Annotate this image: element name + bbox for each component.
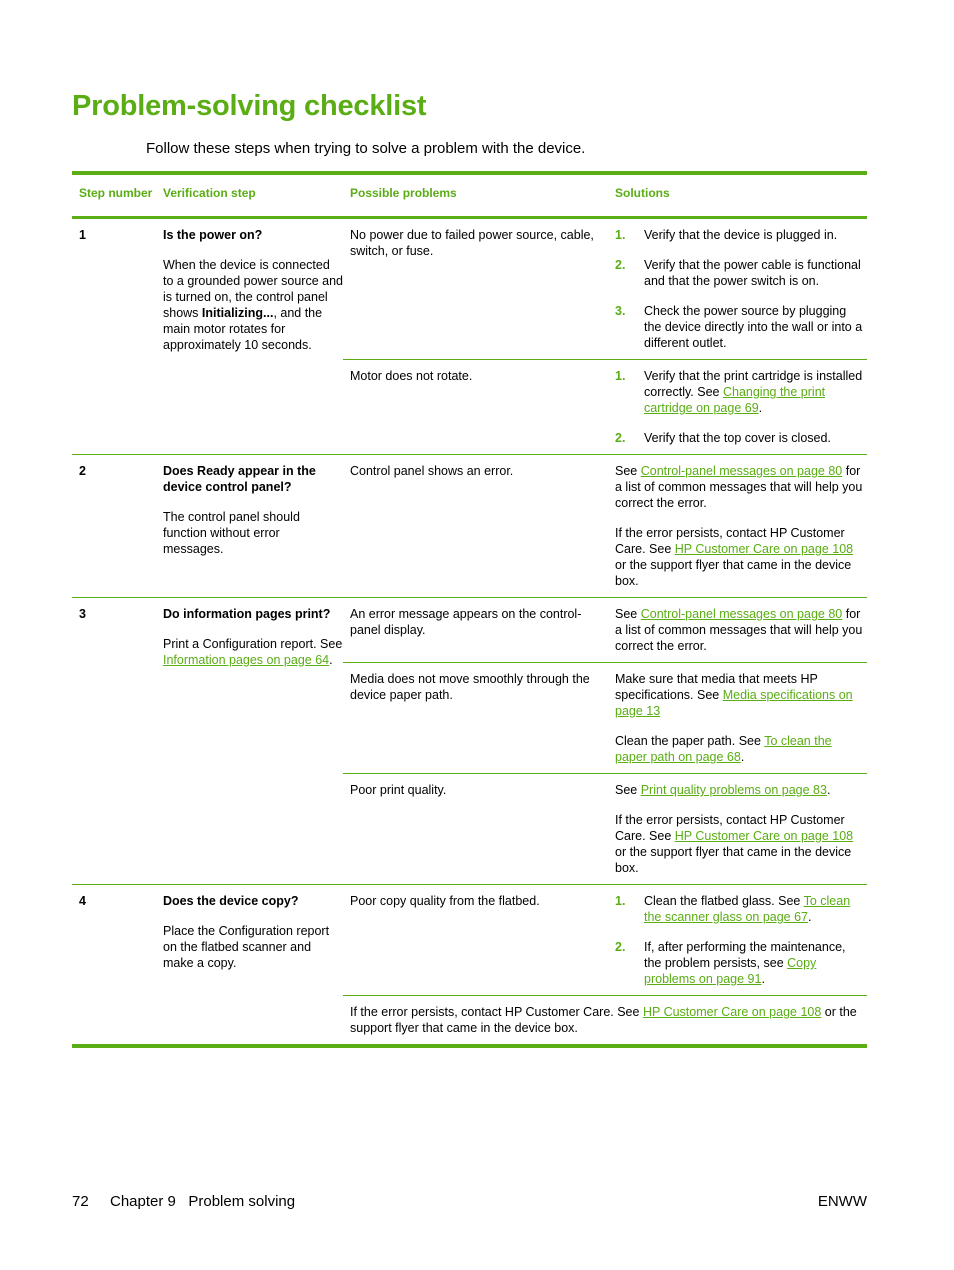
problem-text: Media does not move smoothly through the device paper path. <box>350 672 590 702</box>
problem-text: Poor print quality. <box>350 783 447 797</box>
step-number: 2 <box>79 464 86 478</box>
problem-text: Poor copy quality from the flatbed. <box>350 894 540 908</box>
list-item: 1. Verify that the device is plugged in. <box>615 228 838 242</box>
problem-row <box>343 598 867 663</box>
solutions-list <box>608 360 867 454</box>
verification-heading: Do information pages print? <box>163 607 331 621</box>
header-possible-problems: Possible problems <box>350 186 457 200</box>
list-item: 2. Verify that the power cable is functional and that the power switch is on. <box>615 258 861 288</box>
link-information-pages[interactable]: Information pages on page 64 <box>163 653 330 667</box>
step-number: 3 <box>79 607 86 621</box>
solution-text: See Print quality problems on page 83. If the error persists, contact HP Customer Care. See HP Customer Care on page 108 or the support flyer that came in the device box. <box>615 783 854 875</box>
list-item: 1. Clean the flatbed glass. See To clean the scanner glass on page 67. <box>615 894 851 924</box>
verification-step <box>158 598 343 884</box>
verification-step <box>158 219 343 454</box>
persist-note: If the error persists, contact HP Customer Care. See HP Customer Care on page 108 or the support flyer that came in the device box. <box>350 1005 857 1035</box>
verification-step <box>158 885 343 1044</box>
link-control-panel-messages[interactable]: Control-panel messages on page 80 <box>640 607 843 621</box>
problem-row <box>343 219 867 360</box>
chapter-title: Chapter 9 Problem solving <box>110 1193 296 1210</box>
header-solutions: Solutions <box>615 186 670 200</box>
link-hp-customer-care[interactable]: HP Customer Care on page 108 <box>674 542 854 556</box>
problem-text: Control panel shows an error. <box>350 464 514 478</box>
verification-description: The control panel should function without error messages. <box>163 510 300 556</box>
verification-heading: Does Ready appear in the device control panel? <box>163 464 316 494</box>
link-clean-paper-path[interactable]: To clean the paper path on page 68 <box>615 734 832 764</box>
problem-row <box>343 774 867 884</box>
checklist-table <box>72 171 867 1048</box>
problem-row <box>343 885 867 996</box>
solutions-list <box>608 219 867 359</box>
list-item: 2. Verify that the top cover is closed. <box>615 431 831 445</box>
link-control-panel-messages[interactable]: Control-panel messages on page 80 <box>640 464 843 478</box>
verification-heading: Does the device copy? <box>163 894 299 908</box>
link-print-quality-problems[interactable]: Print quality problems on page 83 <box>640 783 827 797</box>
problem-text: No power due to failed power source, cable, switch, or fuse. <box>350 228 594 258</box>
problem-row-wide <box>343 996 867 1044</box>
link-changing-print-cartridge[interactable]: Changing the print cartridge on page 69 <box>644 385 826 415</box>
table-row-step-4 <box>72 885 867 1044</box>
solution-text: See Control-panel messages on page 80 for a list of common messages that will help you correct the error. If the error persists, contact HP Customer Care. See HP Customer Care on page 108 or the support flyer that came in the device box. <box>615 464 863 588</box>
step-number: 1 <box>79 228 86 242</box>
verification-description: Place the Configuration report on the flatbed scanner and make a copy. <box>163 924 330 970</box>
link-clean-scanner-glass[interactable]: To clean the scanner glass on page 67 <box>644 894 851 924</box>
table-row-step-2 <box>72 455 867 598</box>
link-copy-problems[interactable]: Copy problems on page 91 <box>644 956 817 986</box>
table-row-step-3 <box>72 598 867 885</box>
header-verification-step: Verification step <box>163 186 256 200</box>
header-step-number: Step number <box>79 186 153 200</box>
step-number: 4 <box>79 894 86 908</box>
problem-row <box>343 360 867 454</box>
footer-brand: ENWW <box>817 1193 867 1210</box>
page-title: Problem-solving checklist <box>72 90 427 122</box>
solutions-list <box>608 885 867 995</box>
verification-description: Print a Configuration report. See Information pages on page 64. <box>163 637 343 667</box>
table-row-step-1 <box>72 219 867 455</box>
problem-text: Motor does not rotate. <box>350 369 473 383</box>
page-number: 72 <box>72 1193 89 1210</box>
problem-row <box>343 663 867 774</box>
link-hp-customer-care[interactable]: HP Customer Care on page 108 <box>674 829 854 843</box>
list-item: 3. Check the power source by plugging the device directly into the wall or into a different outlet. <box>615 304 863 350</box>
solution-text: Make sure that media that meets HP specifications. See Media specifications on page 13 Clean the paper path. See To clean the paper path on page 68. <box>615 672 853 764</box>
problem-row <box>343 455 867 597</box>
link-media-specifications[interactable]: Media specifications on page 13 <box>615 688 853 718</box>
solution-text: See Control-panel messages on page 80 for a list of common messages that will help you correct the error. <box>615 607 863 653</box>
intro-text: Follow these steps when trying to solve a problem with the device. <box>146 140 586 157</box>
link-hp-customer-care[interactable]: HP Customer Care on page 108 <box>642 1005 822 1019</box>
verification-description: When the device is connected to a grounded power source and is turned on, the control panel shows Initializing..., and the main motor rotates for approximately 10 seconds. <box>163 258 343 352</box>
verification-step <box>158 455 343 597</box>
table-header <box>72 175 867 219</box>
list-item: 1. Verify that the print cartridge is installed correctly. See Changing the print cartridge on page 69. <box>615 369 863 415</box>
list-item: 2. If, after performing the maintenance, the problem persists, see Copy problems on page 91. <box>615 940 846 986</box>
problem-text: An error message appears on the control-panel display. <box>350 607 582 637</box>
verification-heading: Is the power on? <box>163 228 263 242</box>
